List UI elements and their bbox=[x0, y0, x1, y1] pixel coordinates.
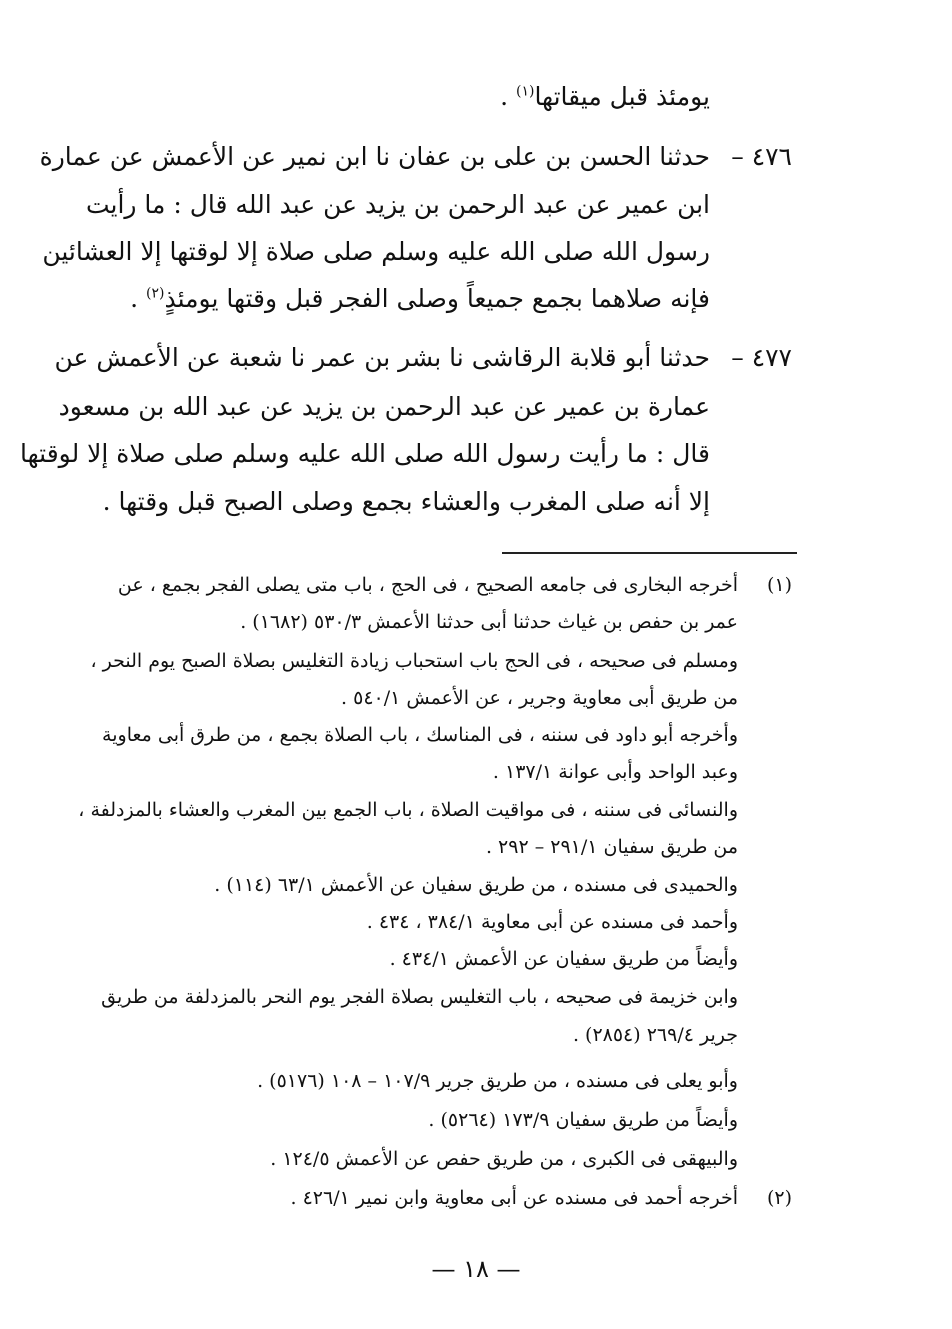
hadith-476-line-3: رسول الله صلى الله عليه وسلم صلى صلاة إلا لوقتها إلا العشائين bbox=[42, 237, 710, 266]
footnote-line: وأيضاً من طريق سفيان ١٧٣/٩ (٥٢٦٤) . bbox=[428, 1109, 738, 1131]
footnote-line: وابن خزيمة فى صحيحه ، باب التغليس بصلاة الفجر يوم النحر بالمزدلفة من طريق bbox=[101, 986, 738, 1008]
footnote-line: من طريق سفيان ٢٩١/١ – ٢٩٢ . bbox=[485, 836, 738, 858]
intro-end: . bbox=[500, 82, 516, 111]
hadith-476-line-1: حدثنا الحسن بن على بن عفان نا ابن نمير عن الأعمش عن عمارة bbox=[39, 142, 710, 171]
footnote-line: من طريق أبى معاوية وجرير ، عن الأعمش ٥٤٠/١ . bbox=[341, 687, 738, 709]
hadith-476-line-4 bbox=[130, 284, 710, 313]
hadith-477-line-2: عمارة بن عمير عن عبد الرحمن بن يزيد عن عبد الله بن مسعود bbox=[58, 392, 710, 421]
hadith-476-line-2: ابن عمير عن عبد الرحمن بن يزيد عن عبد الله قال : ما رأيت bbox=[85, 190, 710, 219]
hadith-476-line-4-end: . bbox=[130, 284, 147, 313]
footnote-line: والنسائى فى سننه ، فى مواقيت الصلاة ، باب الجمع بين المغرب والعشاء بالمزدلفة ، bbox=[78, 799, 738, 821]
hadith-476-number: ٤٧٦ – bbox=[731, 142, 792, 171]
page-number: — ١٨ — bbox=[431, 1255, 521, 1283]
intro-text: يومئذ قبل ميقاتها bbox=[534, 82, 710, 111]
footnote-line: جرير ٢٦٩/٤ (٢٨٥٤) . bbox=[572, 1024, 738, 1046]
footnote-2-text: أخرجه أحمد فى مسنده عن أبى معاوية وابن نمير ٤٢٦/١ . bbox=[290, 1187, 738, 1209]
intro-line bbox=[500, 82, 710, 111]
footnote-line: ومسلم فى صحيحه ، فى الحج باب استحباب زيادة التغليس بصلاة الصبح يوم النحر ، bbox=[90, 650, 738, 672]
footnote-separator bbox=[502, 552, 797, 554]
footnote-line: وعبد الواحد وأبى عوانة ١٣٧/١ . bbox=[492, 761, 738, 783]
footnote-line: وأحمد فى مسنده عن أبى معاوية ٣٨٤/١ ، ٤٣٤ . bbox=[366, 911, 738, 933]
footnote-line: وأبو يعلى فى مسنده ، من طريق جرير ١٠٧/٩ – ١٠٨ (٥١٧٦) . bbox=[257, 1070, 738, 1092]
footnote-line: أخرجه البخارى فى جامعه الصحيح ، فى الحج ، باب متى يصلى الفجر بجمع ، عن bbox=[117, 574, 738, 596]
hadith-477-number: ٤٧٧ – bbox=[731, 343, 792, 372]
footnote-line: عمر بن حفص بن غياث حدثنا أبى حدثنا الأعمش ٥٣٠/٣ (١٦٨٢) . bbox=[240, 611, 738, 633]
footnote-line: وأيضاً من طريق سفيان عن الأعمش ٤٣٤/١ . bbox=[389, 948, 738, 970]
hadith-477-line-3: قال : ما رأيت رسول الله صلى الله عليه وسلم صلى صلاة إلا لوقتها bbox=[20, 439, 710, 468]
footnote-ref-1: (١) bbox=[515, 83, 535, 100]
footnote-line: والبيهقى فى الكبرى ، من طريق حفص عن الأعمش ١٢٤/٥ . bbox=[270, 1148, 738, 1170]
hadith-476-line-4-text: فإنه صلاهما بجمع جميعاً وصلى الفجر قبل وقتها يومئذٍ bbox=[164, 284, 710, 313]
hadith-477-line-4: إلا أنه صلى المغرب والعشاء بجمع وصلى الصبح قبل وقتها . bbox=[102, 487, 710, 516]
footnote-line: والحميدى فى مسنده ، من طريق سفيان عن الأعمش ٦٣/١ (١١٤) . bbox=[214, 874, 738, 896]
hadith-477-line-1: حدثنا أبو قلابة الرقاشى نا بشر بن عمر نا شعبة عن الأعمش عن bbox=[54, 343, 710, 372]
footnote-line: وأخرجه أبو داود فى سننه ، فى المناسك ، باب الصلاة بجمع ، من طرق أبى معاوية bbox=[102, 724, 738, 746]
footnote-ref-2: (٢) bbox=[146, 285, 165, 302]
footnote-1-number: (١) bbox=[766, 574, 792, 596]
footnote-2-number: (٢) bbox=[766, 1187, 792, 1209]
